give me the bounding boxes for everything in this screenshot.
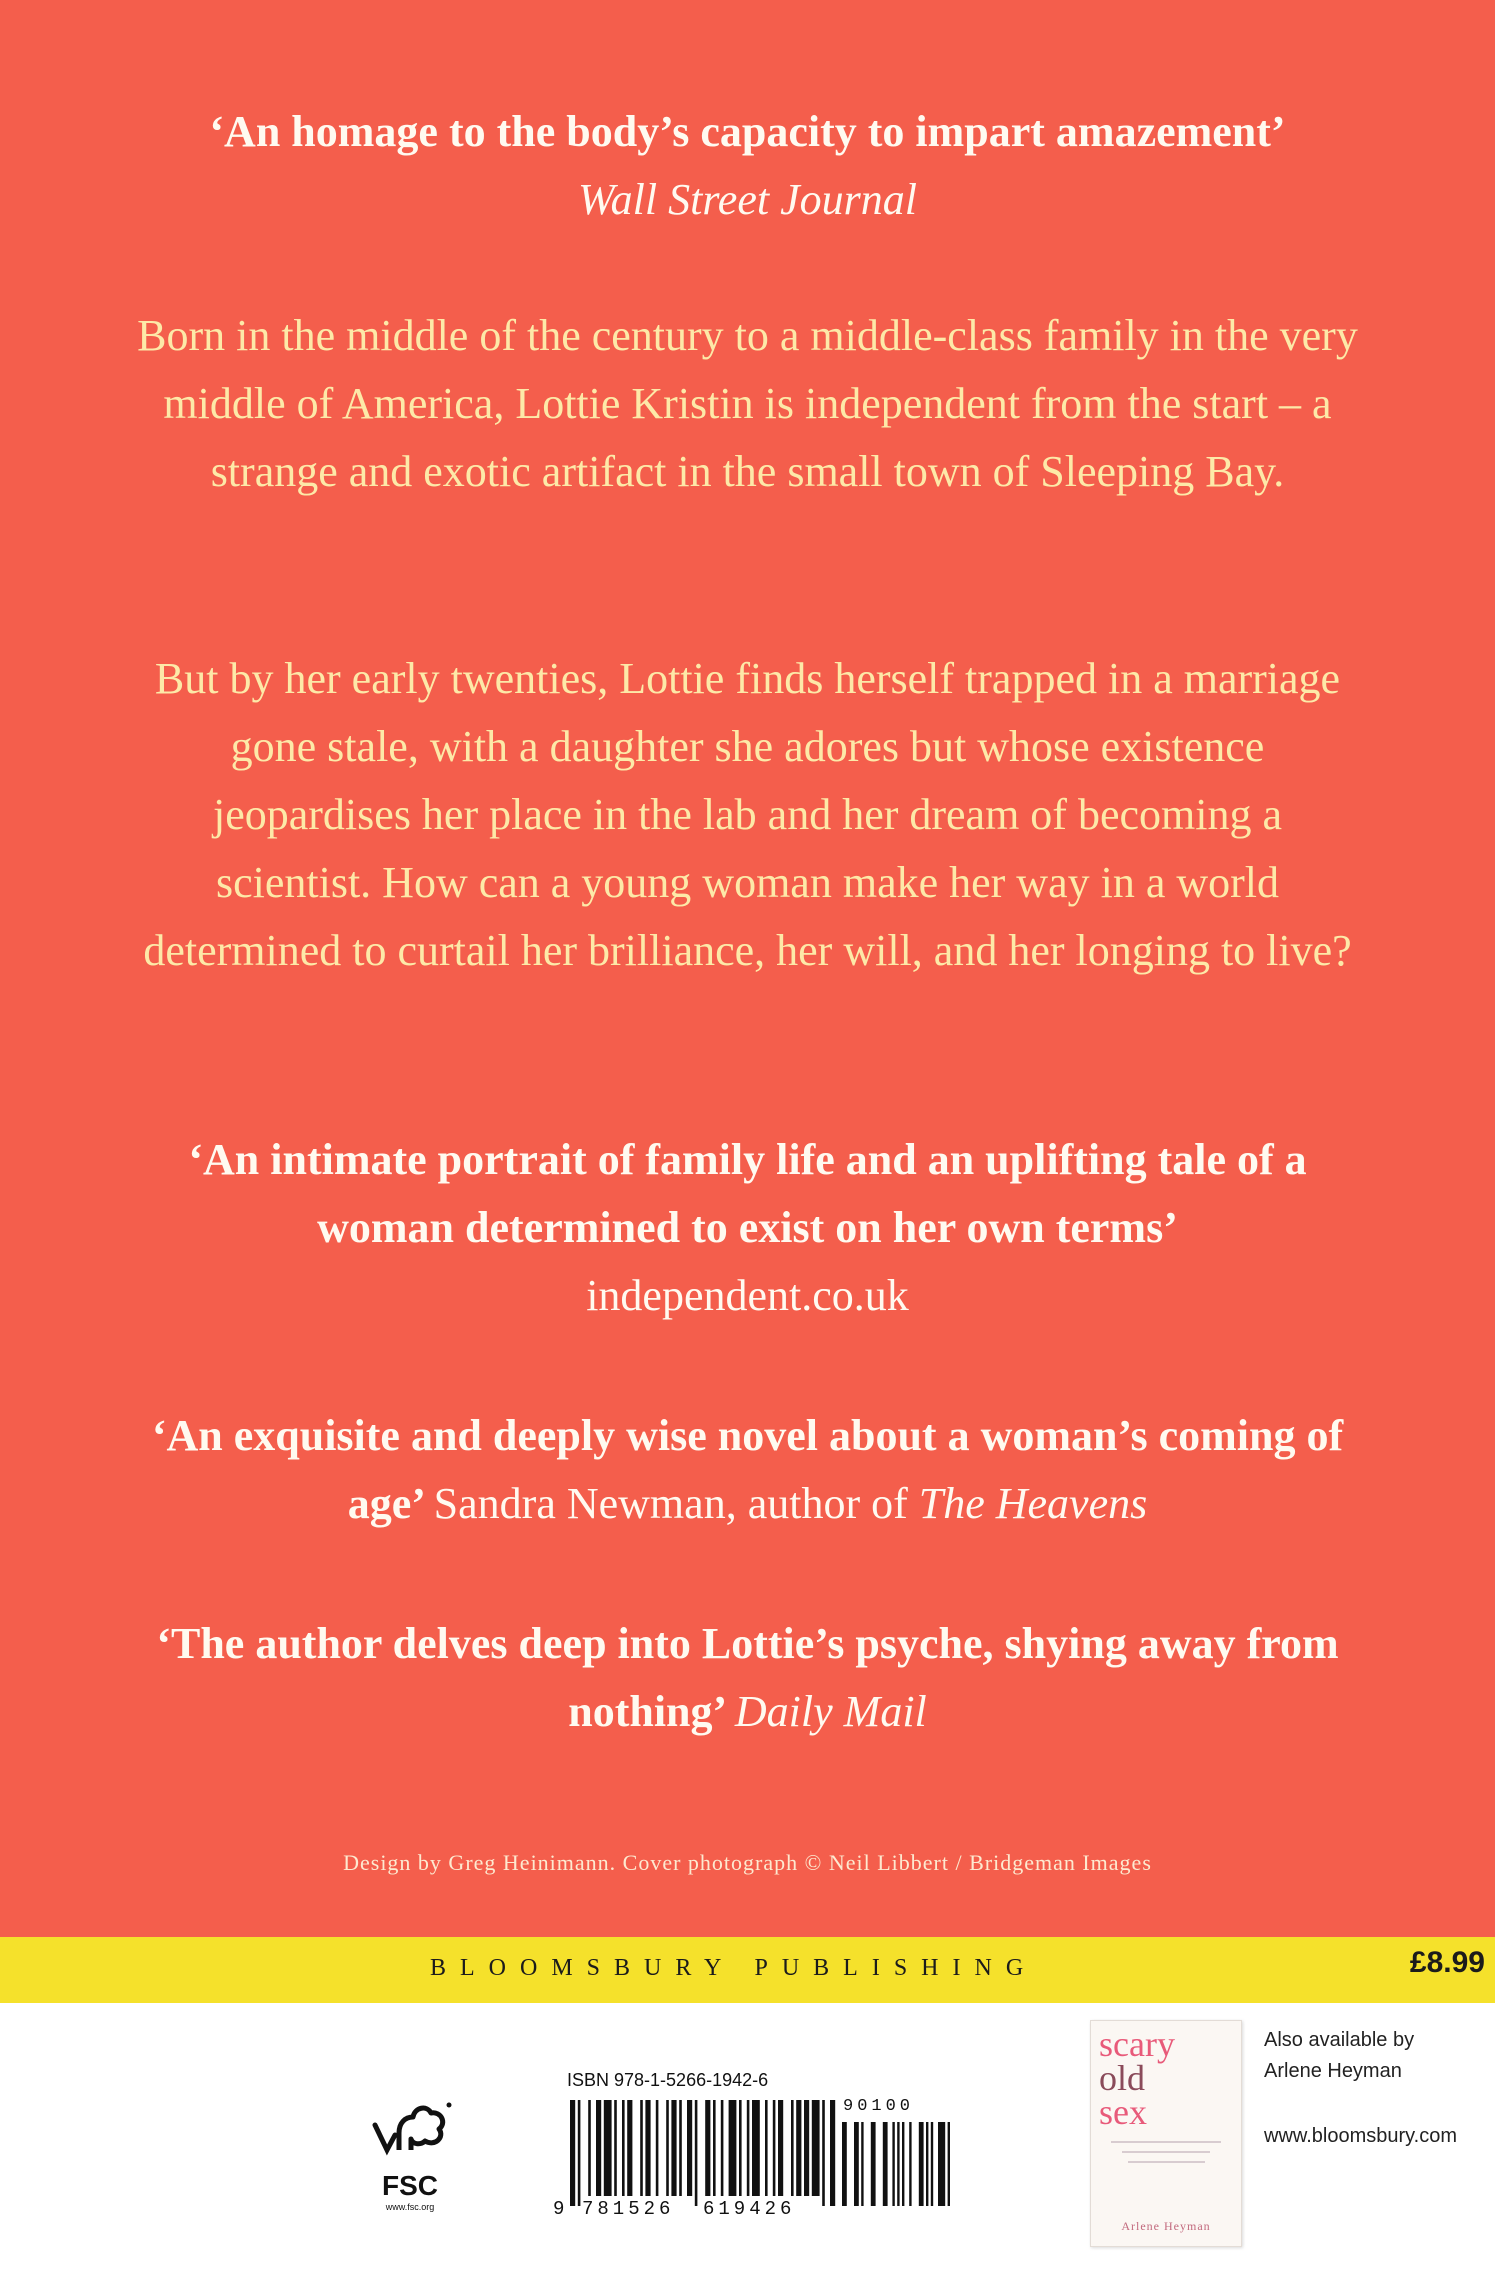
quote-daily-mail	[130, 1610, 1365, 1746]
fsc-url: www.fsc.org	[385, 2202, 435, 2212]
quote-independent-source: independent.co.uk	[586, 1271, 909, 1320]
also-available-line1: Also available by	[1264, 2029, 1415, 2051]
design-credits: Design by Greg Heinimann. Cover photograph © Neil Libbert / Bridgeman Images	[343, 1850, 1152, 1875]
fsc-label: FSC	[382, 2170, 438, 2201]
barcode-left-digits: 781526	[582, 2198, 675, 2220]
quote-independent-text: ‘An intimate portrait of family life and an uplifting tale of a woman determined to exist on her own terms’	[188, 1135, 1307, 1252]
quote-wsj-source: Wall Street Journal	[578, 175, 917, 224]
thumbnail-fine-print	[1111, 2141, 1221, 2171]
quote-newman-title: The Heavens	[918, 1479, 1148, 1528]
publisher-name: BLOOMSBURY PUBLISHING	[430, 1955, 1038, 1981]
barcode-lead-digit: 9	[553, 2198, 569, 2220]
quote-daily-mail-text: ‘The author delves deep into Lottie’s psyche, shying away from nothing’	[156, 1619, 1339, 1736]
blurb-text-2: But by her early twenties, Lottie finds herself trapped in a marriage gone stale, with a daughter she adores but whose existence jeopardises her place in the lab and her dream of becoming a scientist. How can a young woman make her way in a world determined to curtail her brilliance, her will, and her longing to live?	[143, 654, 1352, 975]
barcode-right-digits: 619426	[703, 2198, 796, 2220]
isbn-text: ISBN 978-1-5266-1942-6	[567, 2070, 769, 2090]
also-available-book-thumbnail	[1090, 2020, 1242, 2247]
thumbnail-title-3: sex	[1099, 2092, 1147, 2132]
thumbnail-title-2: old	[1099, 2058, 1146, 2098]
quote-newman-source: Sandra Newman, author of	[433, 1479, 908, 1528]
blurb-paragraph-1	[130, 302, 1365, 506]
blurb-text-1: Born in the middle of the century to a middle-class family in the very middle of America, Lottie Kristin is independent from the start – a strange and exotic artifact in the small town of Sleeping Bay.	[137, 311, 1358, 496]
quote-newman-text: ‘An exquisite and deeply wise novel about a woman’s coming of age’	[151, 1411, 1344, 1528]
quote-wsj	[130, 98, 1365, 234]
thumbnail-title	[1099, 2024, 1175, 2132]
quote-newman	[130, 1402, 1365, 1538]
price: £8.99	[1409, 1946, 1485, 1979]
quote-wsj-text: ‘An homage to the body’s capacity to impart amazement’	[209, 107, 1286, 156]
publisher-website: www.bloomsbury.com	[1264, 2125, 1458, 2147]
barcode	[570, 2100, 950, 2210]
fsc-tree-icon	[365, 2095, 455, 2165]
fsc-logo	[355, 2095, 465, 2212]
quote-daily-mail-source: Daily Mail	[734, 1687, 927, 1736]
thumbnail-author: Arlene Heyman	[1121, 2219, 1211, 2233]
also-available-author: Arlene Heyman	[1264, 2060, 1402, 2082]
thumbnail-title-1: scary	[1099, 2024, 1175, 2064]
also-available	[1264, 2025, 1414, 2087]
quote-independent	[130, 1126, 1365, 1330]
blurb-paragraph-2	[130, 645, 1365, 985]
barcode-addon-digits: 90100	[843, 2097, 915, 2116]
